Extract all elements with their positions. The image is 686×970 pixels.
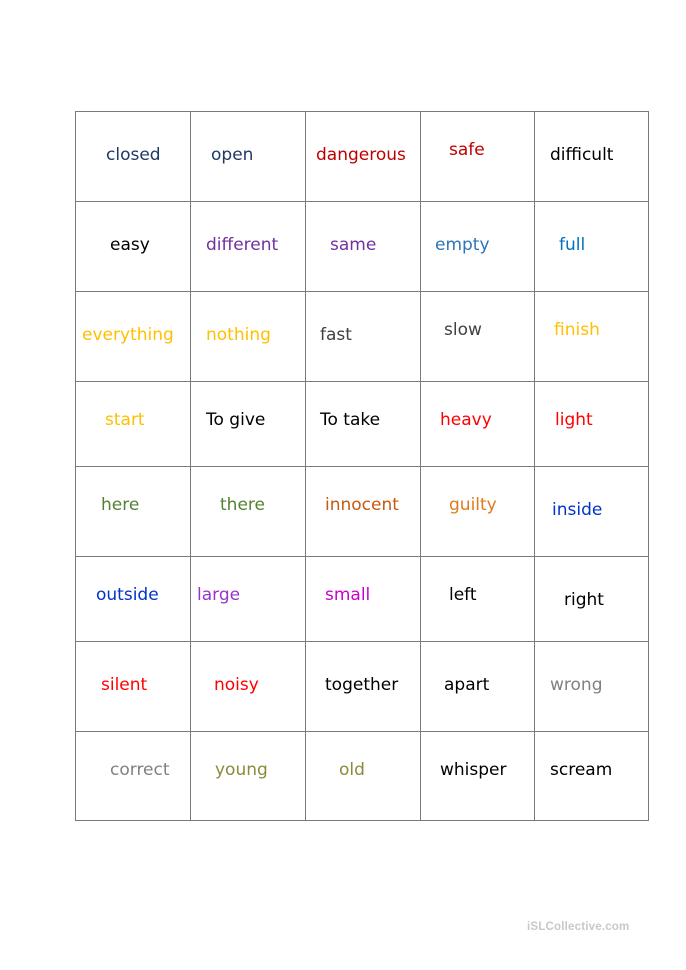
word-card-right: right bbox=[564, 590, 604, 610]
word-card-difficult: difficult bbox=[550, 145, 614, 165]
word-card-fast: fast bbox=[320, 325, 352, 345]
word-card-finish: finish bbox=[554, 320, 600, 340]
word-card-silent: silent bbox=[101, 675, 148, 695]
row-divider bbox=[75, 291, 649, 292]
row-divider bbox=[75, 201, 649, 202]
word-card-same: same bbox=[330, 235, 377, 255]
word-card-heavy: heavy bbox=[440, 410, 492, 430]
word-card-dangerous: dangerous bbox=[316, 145, 406, 165]
word-card-there: there bbox=[220, 495, 265, 515]
word-card-closed: closed bbox=[106, 145, 161, 165]
word-card-open: open bbox=[211, 145, 254, 165]
word-card-apart: apart bbox=[444, 675, 490, 695]
row-divider bbox=[75, 731, 649, 732]
word-card-wrong: wrong bbox=[550, 675, 603, 695]
word-card-different: different bbox=[206, 235, 279, 255]
word-card-to-give: To give bbox=[206, 410, 266, 430]
word-card-whisper: whisper bbox=[440, 760, 507, 780]
row-divider bbox=[75, 641, 649, 642]
word-card-guilty: guilty bbox=[449, 495, 497, 515]
word-card-small: small bbox=[325, 585, 371, 605]
watermark: iSLCollective.com bbox=[527, 921, 630, 933]
word-card-safe: safe bbox=[449, 140, 485, 160]
word-card-old: old bbox=[339, 760, 365, 780]
word-card-full: full bbox=[559, 235, 586, 255]
word-card-correct: correct bbox=[110, 760, 170, 780]
word-card-young: young bbox=[215, 760, 268, 780]
word-card-large: large bbox=[197, 585, 241, 605]
word-card-noisy: noisy bbox=[214, 675, 259, 695]
word-card-scream: scream bbox=[550, 760, 613, 780]
word-card-innocent: innocent bbox=[325, 495, 399, 515]
word-card-nothing: nothing bbox=[206, 325, 271, 345]
word-card-here: here bbox=[101, 495, 140, 515]
word-card-together: together bbox=[325, 675, 399, 695]
word-card-easy: easy bbox=[110, 235, 150, 255]
word-card-to-take: To take bbox=[320, 410, 381, 430]
word-card-left: left bbox=[449, 585, 477, 605]
row-divider bbox=[75, 466, 649, 467]
word-card-start: start bbox=[105, 410, 145, 430]
word-card-everything: everything bbox=[82, 325, 174, 345]
word-card-inside: inside bbox=[552, 500, 603, 520]
word-card-outside: outside bbox=[96, 585, 159, 605]
row-divider bbox=[75, 556, 649, 557]
word-card-slow: slow bbox=[444, 320, 482, 340]
row-divider bbox=[75, 381, 649, 382]
word-card-empty: empty bbox=[435, 235, 490, 255]
word-card-light: light bbox=[555, 410, 593, 430]
